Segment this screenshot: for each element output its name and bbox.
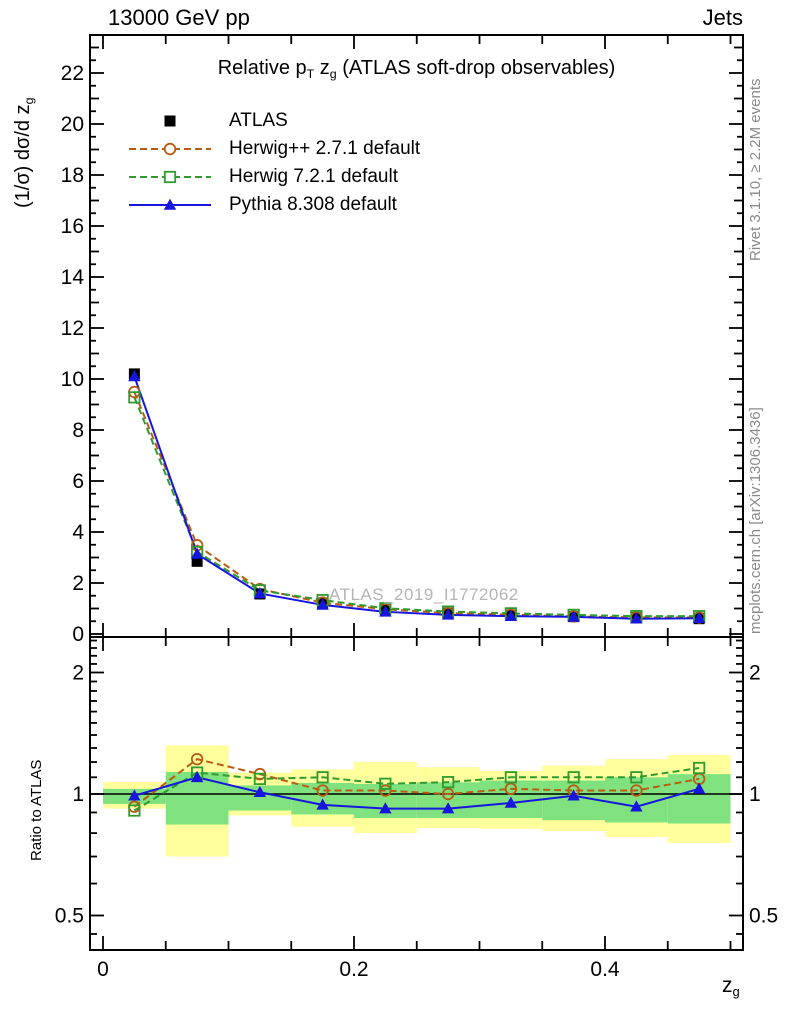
x-axis-label-subscript: g (732, 984, 740, 1000)
y-axis-label (12, 97, 35, 208)
ytick-label-main: 2 (72, 572, 84, 595)
title-text: z (314, 57, 330, 79)
beam-energy-label: 13000 GeV pp (108, 5, 250, 30)
herwigpp-marker-icon (127, 138, 213, 160)
xtick-label: 0.2 (339, 958, 369, 981)
plot-title (90, 57, 743, 80)
pythia-marker-icon (127, 194, 213, 216)
ytick-label-main: 4 (72, 521, 84, 544)
legend-item-pythia (127, 191, 420, 219)
ytick-label-main: 14 (60, 266, 84, 289)
ytick-label-main: 0 (72, 623, 84, 646)
herwig7-marker-icon (127, 166, 213, 188)
atlas-marker-icon (127, 110, 213, 132)
ytick-label-main: 8 (72, 419, 84, 442)
xtick-label: 0 (97, 958, 109, 981)
x-axis-label-text: z (722, 974, 733, 997)
series-line-pythia (134, 376, 699, 618)
herwig7-legend-glyph (127, 166, 213, 188)
legend (127, 107, 420, 219)
herwigpp-legend-glyph (127, 138, 213, 160)
ytick-label-ratio-left: 0.5 (54, 904, 84, 928)
ytick-label-ratio-right: 0.5 (749, 904, 779, 928)
xtick-label: 0.4 (590, 958, 620, 981)
legend-item-herwig7 (127, 163, 420, 191)
title-subscript-zg: g (329, 66, 337, 81)
ytick-label-main: 16 (60, 215, 84, 238)
y-axis-label-text: (1/σ) dσ/d z (12, 104, 34, 208)
rivet-version-note: Rivet 3.1.10, ≥ 2.2M events (747, 78, 764, 261)
ytick-label-main: 12 (60, 317, 84, 340)
ytick-label-ratio-right: 2 (749, 661, 761, 685)
ytick-label-ratio-right: 1 (749, 783, 761, 806)
legend-item-atlas (127, 107, 420, 135)
mcplots-arxiv-note: mcplots.cern.ch [arXiv:1306.3436] (747, 407, 764, 634)
title-text: (ATLAS soft-drop observables) (336, 57, 616, 79)
legend-label-pythia: Pythia 8.308 default (229, 194, 397, 215)
series-line-herwigpp (134, 392, 699, 617)
ytick-label-ratio-left: 1 (72, 783, 84, 806)
analysis-id-watermark: ATLAS_2019_I1772062 (329, 585, 519, 604)
ytick-label-main: 10 (60, 368, 84, 391)
filled-square-icon (165, 116, 176, 127)
open-square-icon (165, 172, 175, 182)
series-line-herwig7 (134, 397, 699, 616)
legend-label-herwig7: Herwig 7.2.1 default (229, 166, 398, 187)
pythia-legend-glyph (127, 194, 213, 216)
legend-label-atlas: ATLAS (229, 110, 288, 131)
legend-item-herwigpp (127, 135, 420, 163)
ratio-axis-label: Ratio to ATLAS (28, 759, 45, 861)
uncertainty-band-green (668, 774, 731, 823)
ytick-label-main: 6 (72, 470, 84, 493)
title-text: Relative p (217, 57, 307, 79)
ytick-label-main: 22 (60, 62, 84, 85)
legend-label-herwigpp: Herwig++ 2.7.1 default (229, 138, 421, 159)
ytick-label-main: 18 (60, 164, 84, 187)
x-axis-label (722, 974, 740, 998)
y-axis-label-subscript: g (21, 97, 36, 105)
atlas-legend-glyph (127, 110, 213, 132)
analysis-category-label: Jets (702, 5, 743, 30)
title-subscript-pt: T (306, 66, 315, 81)
open-circle-icon (165, 144, 176, 155)
ytick-label-main: 20 (60, 113, 84, 136)
ytick-label-ratio-left: 2 (72, 661, 84, 685)
